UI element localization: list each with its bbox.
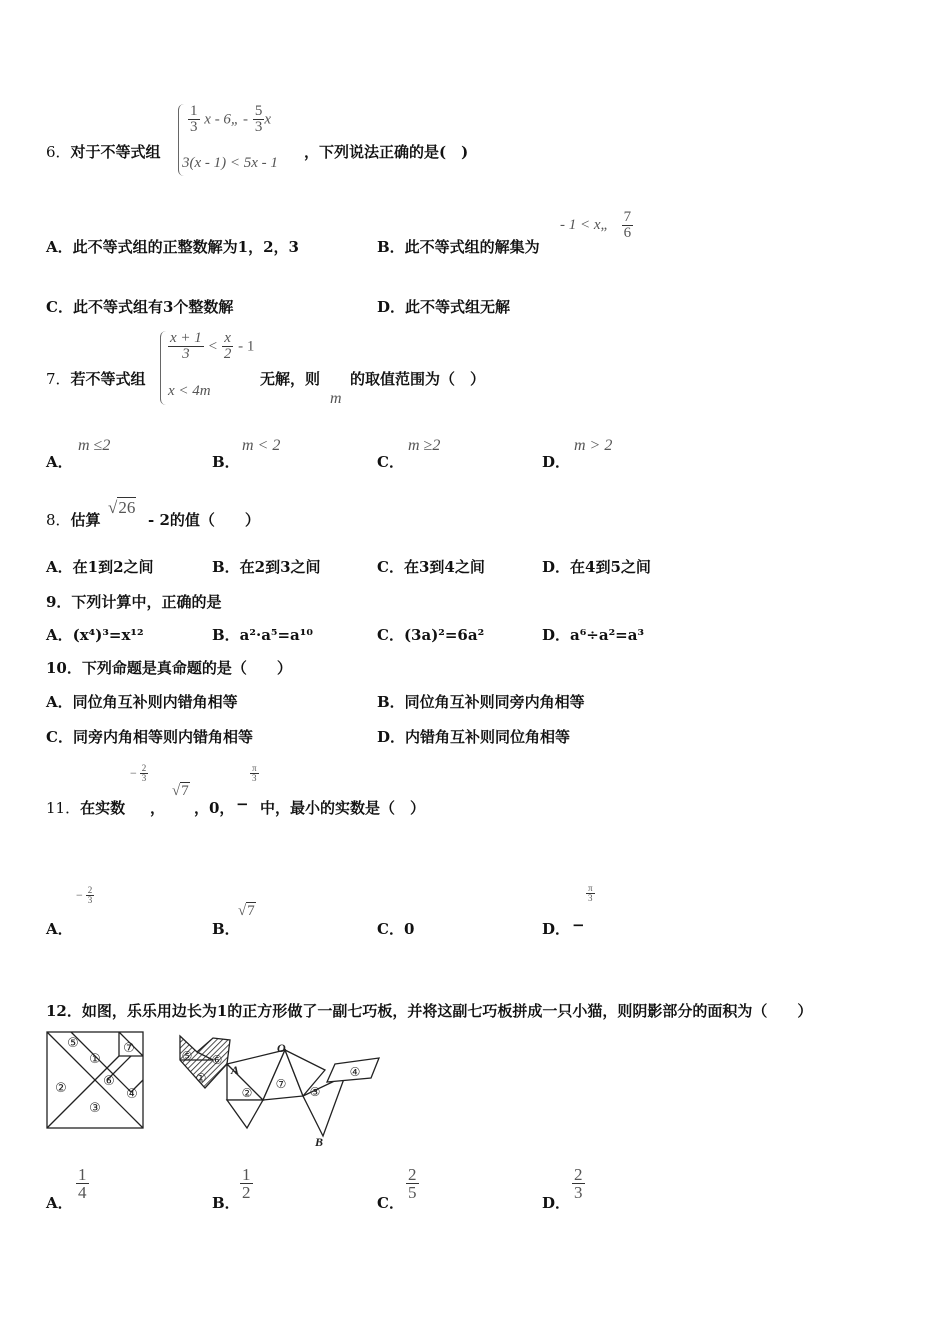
q7-stem: 7．若不等式组 — [46, 370, 146, 388]
q11-num-sqrt7: √7 — [172, 783, 189, 799]
tangram-cat-figure — [175, 1030, 385, 1152]
q7-tail2: 的取值范围为（ ） — [350, 370, 486, 388]
q7-option-c-math: m ≥2 — [408, 437, 441, 454]
q11-option-b: B． — [212, 920, 240, 938]
q7-brace — [160, 331, 167, 405]
cat-label-3: ③ — [309, 1085, 321, 1099]
q7-option-a: A． — [46, 453, 73, 471]
q12-option-c: C． — [377, 1194, 404, 1212]
q8-option-b: B．在2到3之间 — [212, 558, 321, 576]
q11-option-c: C．0 — [377, 920, 415, 938]
q6-number: 6． — [46, 143, 71, 161]
q7-option-a-math: m ≤2 — [78, 437, 111, 454]
q8-tail: - 2的值（ ） — [148, 511, 260, 529]
q7-option-d: D． — [542, 453, 571, 471]
tangram-square-figure — [45, 1030, 147, 1132]
q6-option-b: B．此不等式组的解集为 — [377, 238, 540, 256]
cat-point-o: O — [277, 1041, 286, 1055]
q7-ineq-1: $\frac{x + 1}{3}$ < $\frac{x}{2}$ - 1 — [170, 330, 255, 362]
cat-label-6: ⑥ — [211, 1053, 223, 1067]
q7-option-d-math: m > 2 — [574, 437, 613, 454]
tangram-label-7: ⑦ — [123, 1041, 135, 1056]
tangram-label-1: ① — [89, 1052, 101, 1067]
q10-option-a: A．同位角互补则内错角相等 — [46, 693, 238, 711]
q11-sep1: ， — [150, 799, 166, 817]
q9-option-b: B．a²·a⁵=a¹⁰ — [212, 626, 313, 644]
q6-option-b-math: - 1 < x„ $\frac{7}{6}$ — [560, 209, 632, 241]
q10-option-b: B．同位角互补则同旁内角相等 — [377, 693, 585, 711]
q7-option-b: B． — [212, 453, 240, 471]
q12-option-a: A． — [46, 1194, 73, 1212]
q11-option-a: A． — [46, 920, 73, 938]
cat-label-4: ④ — [349, 1065, 361, 1079]
q11-option-d: D． — [542, 920, 571, 938]
q8-sqrt: √26 — [108, 498, 136, 517]
q12-stem: 12．如图，乐乐用边长为1的正方形做了一副七巧板，并将这副七巧板拼成一只小猫，则阴影部分的面积为（ ） — [46, 1002, 813, 1020]
q10-stem: 10．下列命题是真命题的是（ ） — [46, 659, 292, 677]
q7-var: m — [330, 390, 342, 407]
tangram-label-2: ② — [55, 1081, 67, 1096]
q6-tail: ，下列说法正确的是( ) — [304, 143, 469, 161]
q12-option-a-math: $\frac{1}{4}$ — [78, 1165, 87, 1202]
q8-option-c: C．在3到4之间 — [377, 558, 485, 576]
q7-option-c: C． — [377, 453, 404, 471]
cat-label-7: ⑦ — [275, 1077, 287, 1091]
q8-stem: 8．估算 — [46, 511, 101, 529]
q9-option-c: C．(3a)²=6a² — [377, 626, 485, 644]
cat-point-a: A — [231, 1063, 240, 1077]
q6-option-a: A．此不等式组的正整数解为1，2，3 — [46, 238, 299, 256]
q6-stem — [46, 141, 161, 162]
q10-option-c: C．同旁内角相等则内错角相等 — [46, 728, 253, 746]
q11-sep2: ，0， — [194, 799, 235, 817]
q6-lead: 对于不等式组 — [70, 143, 161, 161]
q10-option-d: D．内错角互补则同位角相等 — [377, 728, 571, 746]
q12-option-d: D． — [542, 1194, 571, 1212]
q9-option-a: A．(x⁴)³=x¹² — [46, 626, 144, 644]
cat-label-5: ⑤ — [181, 1049, 193, 1063]
cat-label-1: ① — [195, 1071, 207, 1085]
q6-ineq-1: $\frac{1}{3}$ x - 6„ - $\frac{5}{3}$ x — [190, 103, 271, 135]
q12-option-c-math: $\frac{2}{5}$ — [408, 1165, 417, 1202]
q11-num-neg-pi-third: $\frac{\pi}{3}$ — [252, 763, 257, 783]
q12-option-b: B． — [212, 1194, 240, 1212]
tangram-label-5: ⑤ — [67, 1036, 79, 1051]
q8-option-a: A．在1到2之间 — [46, 558, 154, 576]
q11-option-d-sign: − — [572, 916, 585, 934]
tangram-label-6: ⑥ — [103, 1074, 115, 1089]
q7-ineq-2: x < 4m — [168, 383, 211, 399]
cat-label-2: ② — [241, 1086, 253, 1100]
q11-tail: 中，最小的实数是（ ） — [260, 799, 426, 817]
q12-option-b-math: $\frac{1}{2}$ — [242, 1165, 251, 1202]
cat-point-b: B — [315, 1135, 324, 1149]
q12-option-d-math: $\frac{2}{3}$ — [574, 1165, 583, 1202]
q9-stem: 9．下列计算中，正确的是 — [46, 593, 222, 611]
q6-option-d: D．此不等式组无解 — [377, 298, 511, 316]
q6-ineq-2: 3(x - 1) < 5x - 1 — [182, 155, 278, 171]
tangram-label-3: ③ — [89, 1101, 101, 1116]
q6-option-c: C．此不等式组有3个整数解 — [46, 298, 234, 316]
q7-tail: 无解，则 — [260, 370, 321, 388]
q9-option-d: D．a⁶÷a²=a³ — [542, 626, 645, 644]
q11-option-b-math: √7 — [238, 903, 255, 919]
q11-option-d-math: $\frac{\pi}{3}$ — [588, 883, 593, 903]
q7-option-b-math: m < 2 — [242, 437, 281, 454]
q8-option-d: D．在4到5之间 — [542, 558, 651, 576]
q11-option-a-math: − $\frac{2}{3}$ — [76, 885, 93, 905]
q11-num-neg-two-thirds: − $\frac{2}{3}$ — [130, 763, 147, 783]
tangram-label-4: ④ — [126, 1087, 138, 1102]
q11-num-neg-pi-third-sign: − — [236, 795, 249, 813]
q11-stem: 11．在实数 — [46, 799, 126, 817]
